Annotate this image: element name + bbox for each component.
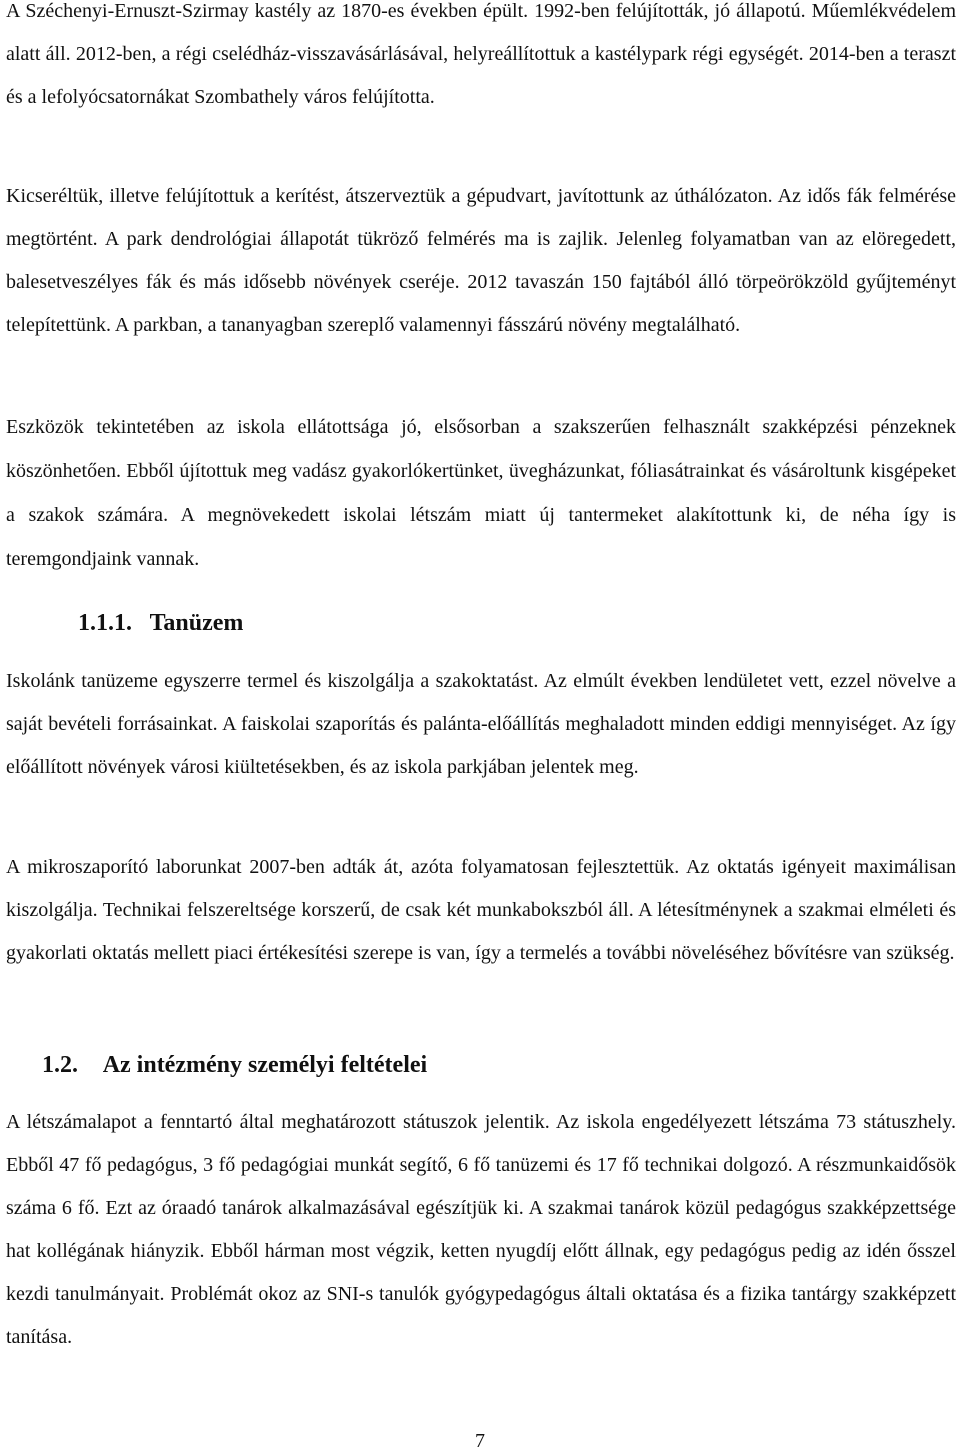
paragraph-castle-history: A Széchenyi-Ernuszt-Szirmay kastély az 1870-es években épült. 1992-ben felújították, jó állapotú. Műemlékvédelem alatt áll. 2012-ben, a régi cselédház-visszavásárlásával, helyreállítottuk a kastélypark régi egységét. 2014-ben a teraszt és a lefolyócsatornákat Szombathely város felújította.: [6, 0, 956, 108]
paragraph-microlab: A mikroszaporító laborunkat 2007-ben adták át, azóta folyamatosan fejlesztettük. Az oktatás igényeit maximálisan kiszolgálja. Technikai felszereltsége korszerű, de csak két munkabokszból áll. A létesítménynek a szakmai elméleti és gyakorlati oktatás mellett piaci értékesítési szerepe is van, így a termelés a további növeléséhez bővítésre van szükség.: [6, 856, 956, 964]
paragraph-staffing: A létszámalapot a fenntartó által meghatározott státuszok jelentik. Az iskola engedélyezett létszáma 73 státuszhely. Ebből 47 fő pedagógus, 3 fő pedagógiai munkát segítő, 6 fő tanüzemi és 17 fő technikai dolgozó. A részmunkaidősök száma 6 fő. Ezt az óraadó tanárok alkalmazásával egészítjük ki. A szakmai tanárok közül pedagógus szakképzettsége hat kollégának hiányzik. Ebből hárman most végzik, ketten nyugdíj előtt állnak, egy pedagógus pedig az idén ősszel kezdi tanulmányait. Problémát okoz az SNI-s tanulók gyógypedagógus általi oktatása és a fizika tantárgy szakképzett tanítása.: [6, 1111, 956, 1348]
page-number: 7: [475, 1430, 485, 1452]
section-heading-personnel: [42, 1050, 427, 1080]
paragraph-tanuzem-production: Iskolánk tanüzeme egyszerre termel és kiszolgálja a szakoktatást. Az elmúlt években lendületet vett, ezzel növelve a saját bevételi forrásainkat. A faiskolai szaporítás és palánta-előállítás meghaladott minden eddigi mennyiséget. Az így előállított növények városi kiültetésekben, és az iskola parkjában jelentek meg.: [6, 670, 956, 778]
section-number: 1.1.1.: [78, 610, 132, 636]
section-title: Az intézmény személyi feltételei: [102, 1052, 428, 1078]
paragraph-park-renovation: Kicseréltük, illetve felújítottuk a kerítést, átszerveztük a gépudvart, javítottunk az úthálózaton. Az idős fák felmérése megtörtént. A park dendrológiai állapotát tükröző felmérés ma is zajlik. Jelenleg folyamatban van az elöregedett, balesetveszélyes fák és más idősebb növények cseréje. 2012 tavaszán 150 fajtából álló törpeörökzöld gyűjteményt telepítettünk. A parkban, a tananyagban szereplő valamennyi fásszárú növény megtalálható.: [6, 185, 956, 336]
section-title: Tanüzem: [149, 610, 244, 636]
section-number: 1.2.: [42, 1052, 78, 1078]
paragraph-equipment: Eszközök tekintetében az iskola ellátottsága jó, elsősorban a szakszerűen felhasznált szakképzési pénzeknek köszönhetően. Ebből újítottuk meg vadász gyakorlókertünket, üvegházunkat, fóliasátrainkat és vásároltunk kisgépeket a szakok számára. A megnövekedett iskolai létszám miatt új tantermeket alakítottunk ki, de néha így is teremgondjaink vannak.: [6, 416, 956, 570]
section-heading-tanuzem: [78, 608, 243, 638]
